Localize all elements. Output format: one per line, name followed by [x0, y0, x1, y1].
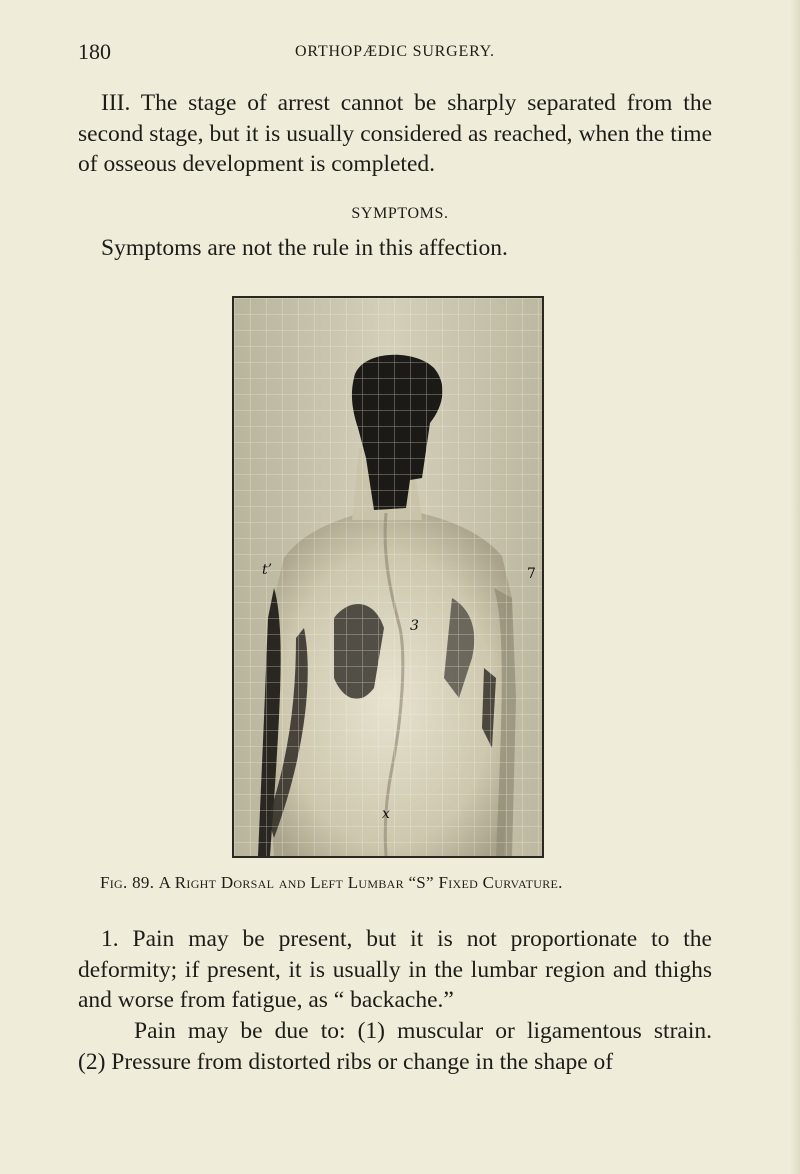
paragraph-symptoms-intro: Symptoms are not the rule in this affection.: [101, 235, 508, 261]
paragraph-stage-three: III. The stage of arrest cannot be sharply separated from the second stage, but it is usually considered as reached, when the time of osseous development is completed.: [78, 90, 712, 177]
photo-mark-t: t’: [262, 562, 273, 578]
photo-mark-3: 3: [410, 618, 419, 634]
figure-photograph: [232, 296, 544, 858]
running-title: ORTHOPÆDIC SURGERY.: [295, 43, 495, 60]
caption-text: A Right Dorsal and Left Lumbar “S” Fixed Curvature.: [158, 873, 563, 892]
caption-figure-number: Fig. 89.: [100, 873, 155, 892]
page-number: 180: [78, 39, 111, 64]
photo-mark-7: 7: [527, 566, 536, 582]
back-photograph: [234, 298, 542, 856]
paragraph-pain-causes: [78, 1016, 712, 1077]
pain-causes-line-one: Pain may be due to: (1) muscular or ligamentous strain.: [134, 1018, 712, 1044]
figure-caption: [100, 873, 563, 893]
pain-causes-line-two: (2) Pressure from distorted ribs or change in the shape of: [78, 1048, 614, 1075]
photo-mark-x: x: [382, 806, 390, 822]
section-heading-symptoms: SYMPTOMS.: [351, 205, 449, 222]
page-edge-shadow: [790, 0, 800, 1174]
paragraph-pain-one: 1. Pain may be present, but it is not proportionate to the deformity; if present, it is usually in the lumbar region and thighs and worse from fatigue, as “ backache.”: [78, 926, 712, 1013]
photo-grid-overlay: [234, 298, 542, 856]
